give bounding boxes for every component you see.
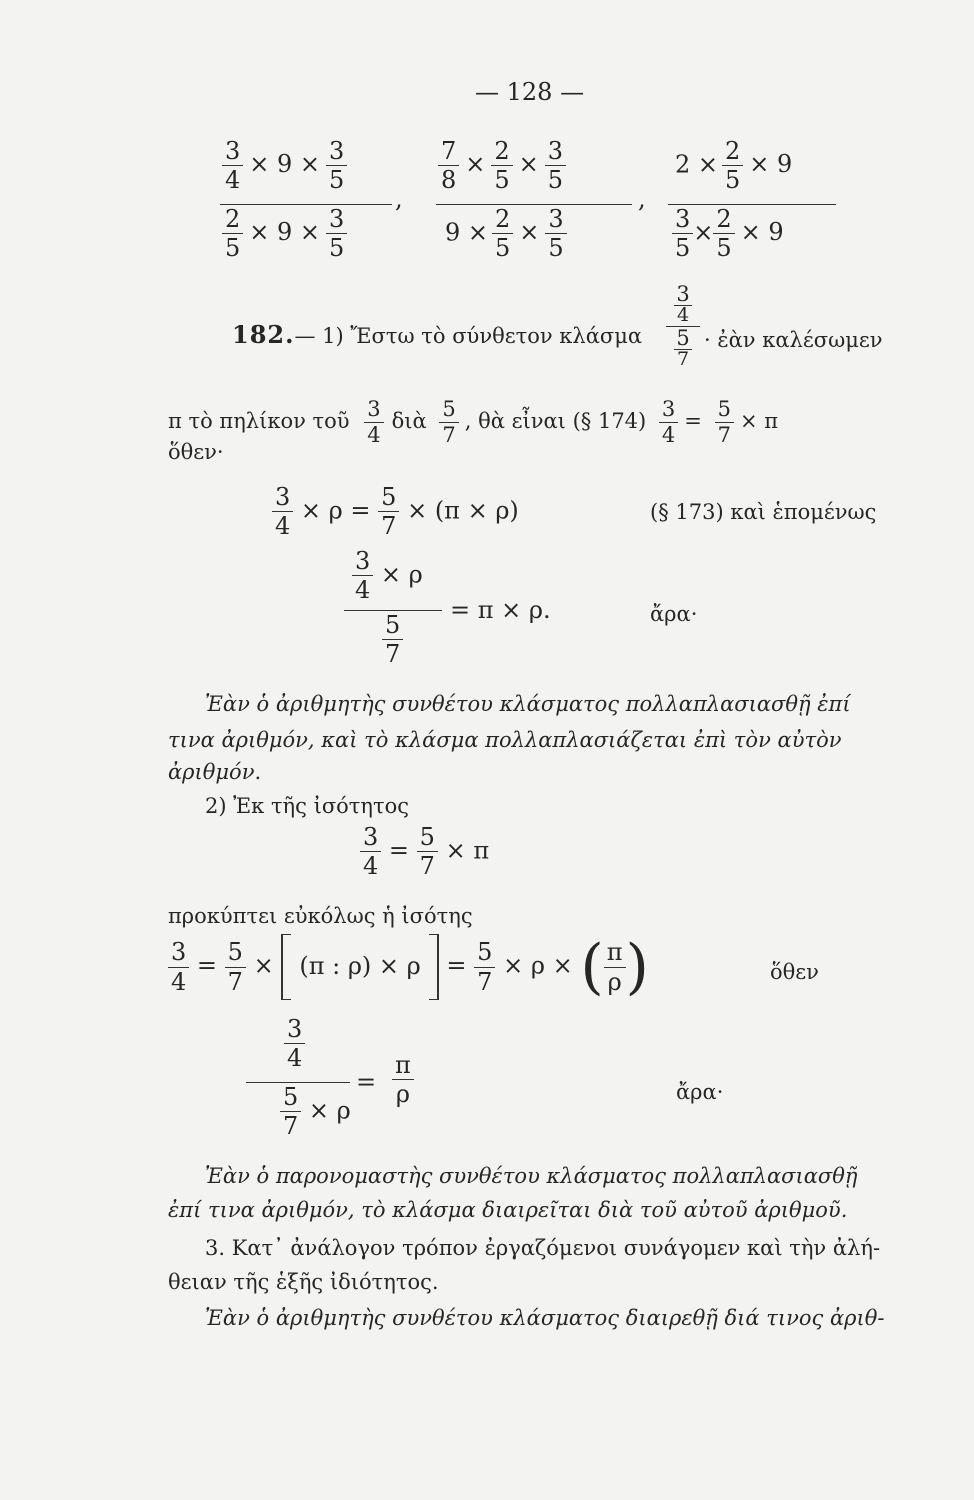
- ara-2: ἄρα·: [676, 1080, 724, 1104]
- equation-2-denominator: $\frac{5}{7}$: [382, 612, 403, 668]
- top-fraction-1-numerator: $\frac{3}{4}$ × 9 × $\frac{3}{5}$: [222, 138, 347, 194]
- hothen-1: ὅθεν·: [168, 440, 224, 464]
- equation-1: $\frac{3}{4}$ × ρ = $\frac{5}{7}$ × (π × ρ): [272, 484, 519, 540]
- top-fraction-2-numerator: $\frac{7}{8}$ × $\frac{2}{5}$ × $\frac{3}{5}$: [438, 138, 566, 194]
- ara-1: ἄρα·: [650, 602, 698, 626]
- part-3-line-2: θειαν τῆς ἑξῆς ἰδιότητος.: [168, 1270, 439, 1294]
- equation-5-rhs: $\frac{\pi}{\rho}$: [392, 1052, 414, 1108]
- follows-line: προκύπτει εὐκόλως ἡ ἰσότης: [168, 904, 473, 928]
- section-182-line-1-end: · ἐὰν καλέσωμεν: [704, 328, 883, 352]
- equation-5-equals: =: [356, 1068, 377, 1096]
- rule-1-line-3: ἀριθμόν.: [168, 760, 262, 784]
- equation-4: $\frac{3}{4}$ = $\frac{5}{7}$ × (π : ρ) × ρ = $\frac{5}{7}$ × ρ × ( $\frac{\pi}{\rho}$ ): [168, 934, 649, 1000]
- equation-5-denominator: $\frac{5}{7}$ × ρ: [280, 1084, 351, 1140]
- top-fraction-2-bar: [436, 204, 632, 205]
- top-fraction-1-denominator: $\frac{2}{5}$ × 9 × $\frac{3}{5}$: [222, 206, 347, 262]
- top-fraction-3-denominator: $\frac{3}{5}$ × $\frac{2}{5}$ × 9: [672, 206, 790, 262]
- section-number: 182.: [232, 320, 295, 349]
- equation-2-result: = π × ρ.: [450, 596, 551, 624]
- equation-2-numerator: $\frac{3}{4}$ × ρ: [352, 548, 423, 604]
- top-fraction-3-bar: [668, 204, 836, 205]
- top-fraction-2-denominator: 9 × $\frac{2}{5}$ × $\frac{3}{5}$: [445, 206, 567, 262]
- rule-2-line-1: Ἐὰν ὁ παρονομαστὴς συνθέτου κλάσματος πολλαπλασιασθῇ: [205, 1164, 858, 1188]
- comma-2: ,: [638, 185, 646, 213]
- part-2-heading: 2) Ἐκ τῆς ἰσότητος: [205, 794, 410, 818]
- rule-2-line-2: ἐπί τινα ἀριθμόν, τὸ κλάσμα διαιρεῖται διὰ τοῦ αὐτοῦ ἀριθμοῦ.: [168, 1198, 848, 1222]
- section-182-line-1: 182.— 1) Ἔστω τὸ σύνθετον κλάσμα: [232, 320, 643, 349]
- right-bracket: [429, 934, 439, 1000]
- comma-1: ,: [395, 185, 403, 213]
- equation-5-numerator: $\frac{3}{4}$: [284, 1016, 305, 1072]
- page-number: — 128 —: [475, 78, 585, 106]
- equation-3: $\frac{3}{4}$ = $\frac{5}{7}$ × π: [360, 824, 489, 880]
- rule-1-line-2: τινα ἀριθμόν, καὶ τὸ κλάσμα πολλαπλασιάζεται ἐπὶ τὸν αὐτὸν: [168, 728, 842, 752]
- top-fraction-1-bar: [220, 204, 392, 205]
- compound-fraction: 3 4 5 7: [666, 283, 700, 370]
- equation-1-reference: (§ 173) καὶ ἑπομένως: [650, 500, 877, 524]
- left-bracket: [281, 934, 291, 1000]
- hothen-2: ὅθεν: [770, 960, 819, 984]
- rule-1-line-1: Ἐὰν ὁ ἀριθμητὴς συνθέτου κλάσματος πολλαπλασιασθῇ ἐπί: [205, 692, 851, 716]
- rule-3-line-1: Ἐὰν ὁ ἀριθμητὴς συνθέτου κλάσματος διαιρεθῇ διά τινος ἀριθ-: [205, 1306, 885, 1330]
- top-fraction-3-numerator: 2 × $\frac{2}{5}$ × 9: [675, 137, 793, 195]
- part-3-line-1: 3. Κατ᾽ ἀνάλογον τρόπον ἐργαζόμενοι συνάγομεν καὶ τὴν ἀλή-: [205, 1236, 881, 1260]
- section-182-line-2: π τὸ πηλίκον τοῦ $\frac{3}{4}$ διὰ $\frac{5}{7}$ , θὰ εἶναι (§ 174) $\frac{3}{4}$ = $\frac{5}{7}$ × π: [168, 397, 779, 448]
- equation-5-bar: [246, 1082, 350, 1083]
